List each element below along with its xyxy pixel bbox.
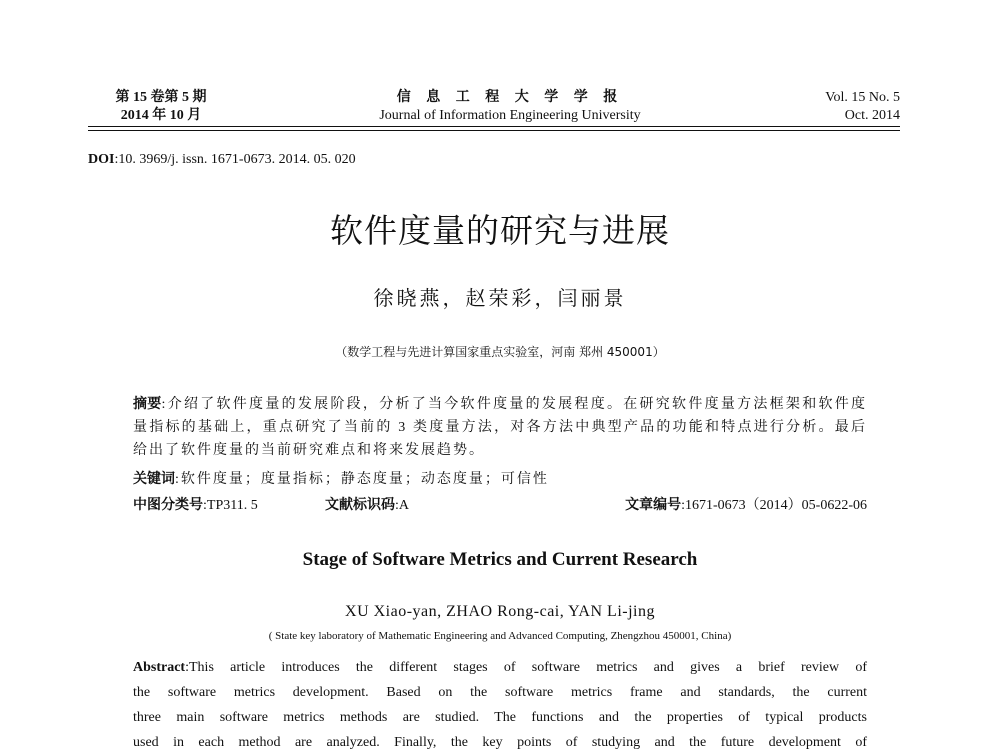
- article-no-value: :1671-0673（2014）05-0622-06: [681, 498, 867, 513]
- abstract-en-line1: :This article introduces the different stages of software metrics and gives a brief review of: [185, 660, 867, 675]
- abstract-en-line4: used in each method are analyzed. Finally, the key points of studying and the future development of: [133, 735, 867, 750]
- keywords-cn-text: :软件度量；度量指标；静态度量；动态度量；可信性: [175, 472, 549, 487]
- abstract-en-label: Abstract: [133, 660, 186, 675]
- volume-issue-cn: 第 15 卷第 5 期: [115, 90, 207, 105]
- title-cn: 软件度量的研究与进展: [330, 214, 670, 250]
- header-rule-thin: [88, 130, 900, 131]
- clc-value: :TP311. 5: [203, 498, 258, 513]
- date-en: Oct. 2014: [844, 108, 900, 123]
- authors-cn: 徐晓燕，赵荣彩，闫丽景: [373, 288, 627, 310]
- journal-name-en: Journal of Information Engineering University: [379, 108, 641, 123]
- affiliation-en: ( State key laboratory of Mathematic Engineering and Advanced Computing, Zhengzhou 450001, China): [268, 630, 732, 642]
- abstract-cn-label: 摘要: [133, 397, 162, 412]
- issue-info: [91, 89, 231, 125]
- issue-info-en: [760, 89, 900, 125]
- doc-code-label: 文献标识码: [325, 498, 395, 513]
- affiliation-cn: （数学工程与先进计算国家重点实验室，河南 郑州 450001）: [335, 345, 665, 359]
- doi-value: :10. 3969/j. issn. 1671-0673. 2014. 05. 020: [114, 152, 356, 167]
- keywords-cn-label: 关键词: [133, 472, 175, 487]
- abstract-en: [133, 655, 867, 755]
- volume-issue-en: Vol. 15 No. 5: [825, 90, 900, 105]
- abstract-cn: [133, 393, 867, 462]
- abstract-en-line: [133, 655, 867, 680]
- abstract-en-line2: the software metrics development. Based on the software metrics frame and standards, the current: [133, 685, 867, 700]
- clc-number: [133, 498, 258, 513]
- doi-label: DOI: [88, 152, 115, 167]
- abstract-en-line3: three main software metrics methods are studied. The functions and the properties of typical products: [133, 710, 867, 725]
- clc-label: 中图分类号: [133, 498, 203, 513]
- journal-name: [330, 89, 690, 125]
- abstract-cn-text: :介绍了软件度量的发展阶段，分析了当今软件度量的发展程度。在研究软件度量方法框架和软件度量指标的基础上，重点研究了当前的 3 类度量方法，对各方法中典型产品的功能和特点进行分析。最后给出了软件度量的当前研究难点和将来发展趋势。: [133, 397, 868, 458]
- keywords-cn: [133, 470, 867, 490]
- authors-en: XU Xiao-yan, ZHAO Rong-cai, YAN Li-jing: [345, 603, 655, 620]
- journal-name-cn: 信 息 工 程 大 学 学 报: [396, 90, 624, 105]
- document-code: [325, 496, 409, 516]
- header-rule-thick: [88, 126, 900, 127]
- date-cn: 2014 年 10 月: [120, 108, 202, 123]
- doc-code-value: :A: [395, 498, 409, 513]
- title-en: Stage of Software Metrics and Current Research: [302, 549, 698, 570]
- doi-line: [88, 152, 356, 168]
- classification-row: [133, 496, 867, 516]
- article-number: [625, 496, 867, 516]
- article-no-label: 文章编号: [625, 498, 682, 513]
